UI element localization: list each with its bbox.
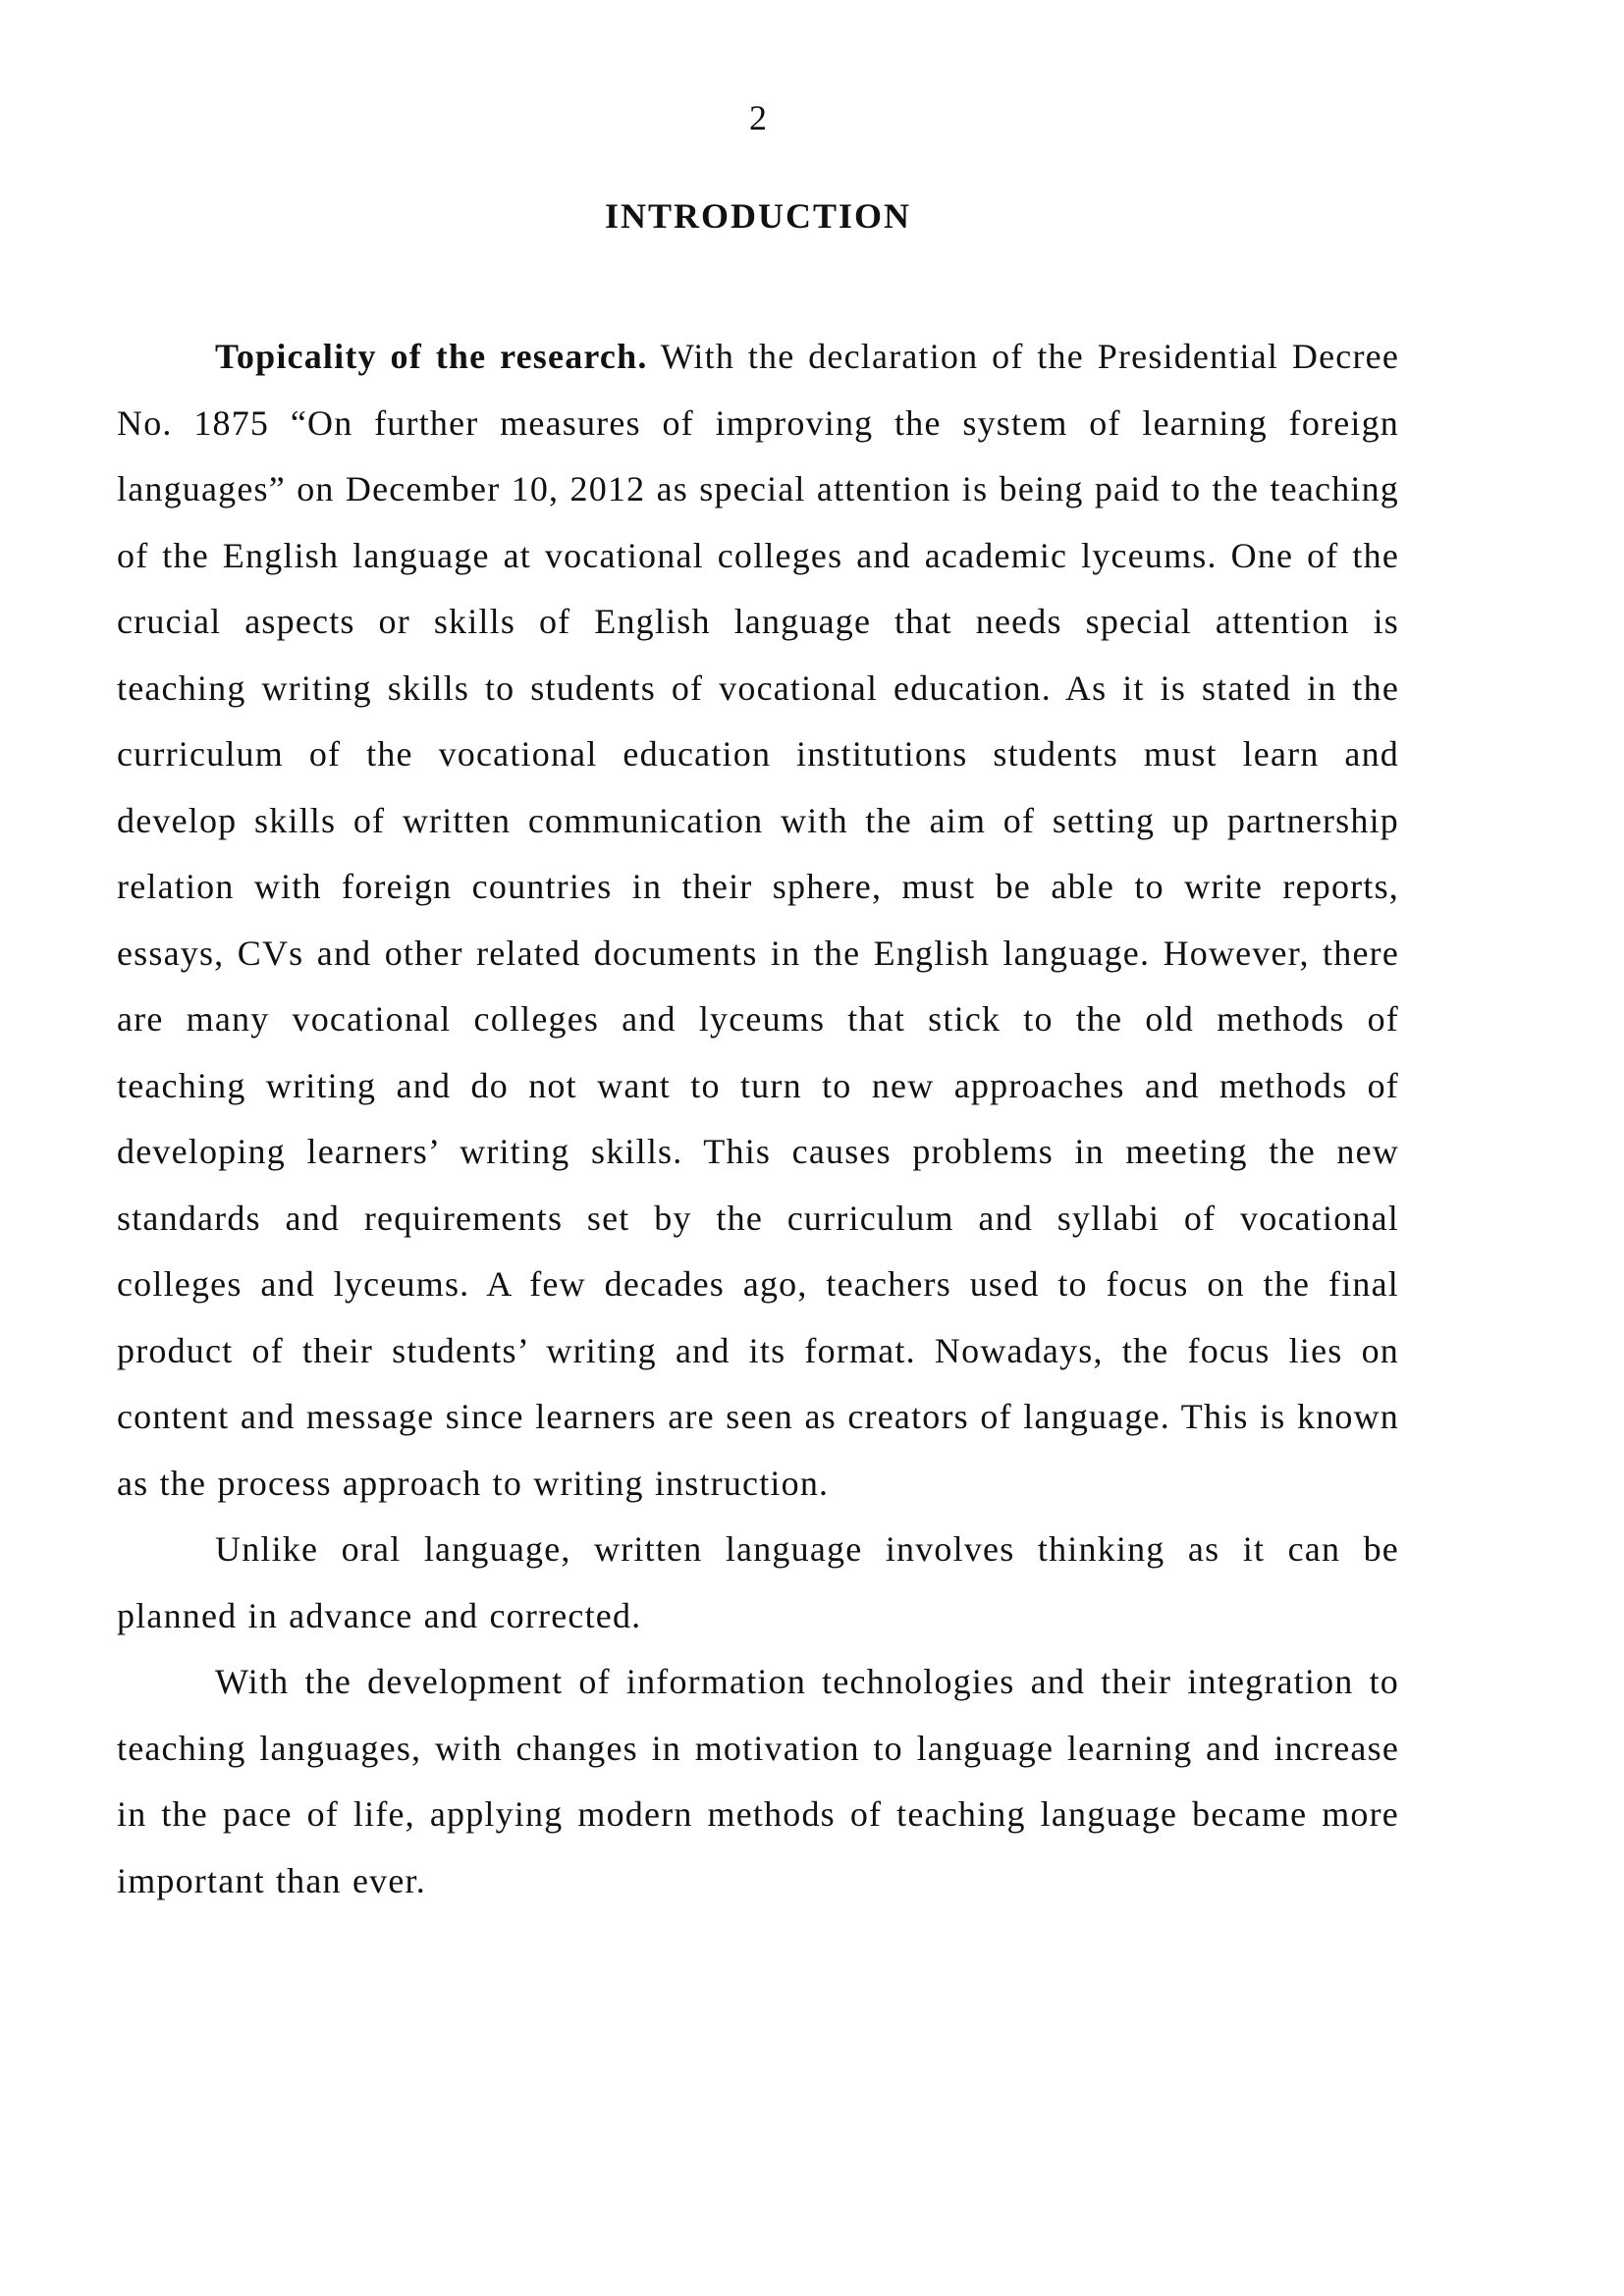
paragraph-text: Unlike oral language, written language involves thinking as it can be planned in advance and corrected. — [117, 1529, 1399, 1635]
section-heading: INTRODUCTION — [604, 196, 912, 236]
paragraph-information-technologies — [117, 1649, 1399, 1914]
paragraph-text: With the declaration of the Presidential Decree No. 1875 “On further measures of improving the system of learning foreign languages” on December 10, 2012 as special attention is being paid to the teaching of the English language at vocational colleges and academic lyceums. One of the crucial aspects or skills of English language that needs special attention is teaching writing skills to students of vocational education. As it is stated in the curriculum of the vocational education institutions students must learn and develop skills of written communication with the aim of setting up partnership relation with foreign countries in their sphere, must be able to write reports, essays, CVs and other related documents in the English language. However, there are many vocational colleges and lyceums that stick to the old methods of teaching writing and do not want to turn to new approaches and methods of developing learners’ writing skills. This causes problems in meeting the new standards and requirements set by the curriculum and syllabi of vocational colleges and lyceums. A few decades ago, teachers used to focus on the final product of their students’ writing and its format. Nowadays, the focus lies on content and message since learners are seen as creators of language. This is known as the process approach to writing instruction. — [117, 337, 1399, 1503]
paragraph-topicality — [117, 324, 1399, 1517]
paragraph-text: With the development of information technologies and their integration to teaching languages, with changes in motivation to language learning and increase in the pace of life, applying modern methods of teaching language became more important than ever. — [117, 1662, 1399, 1900]
page-number: 2 — [749, 98, 767, 137]
body-text — [117, 324, 1399, 1914]
paragraph-oral-language — [117, 1517, 1399, 1649]
paragraph-lead: Topicality of the research. — [215, 337, 648, 376]
